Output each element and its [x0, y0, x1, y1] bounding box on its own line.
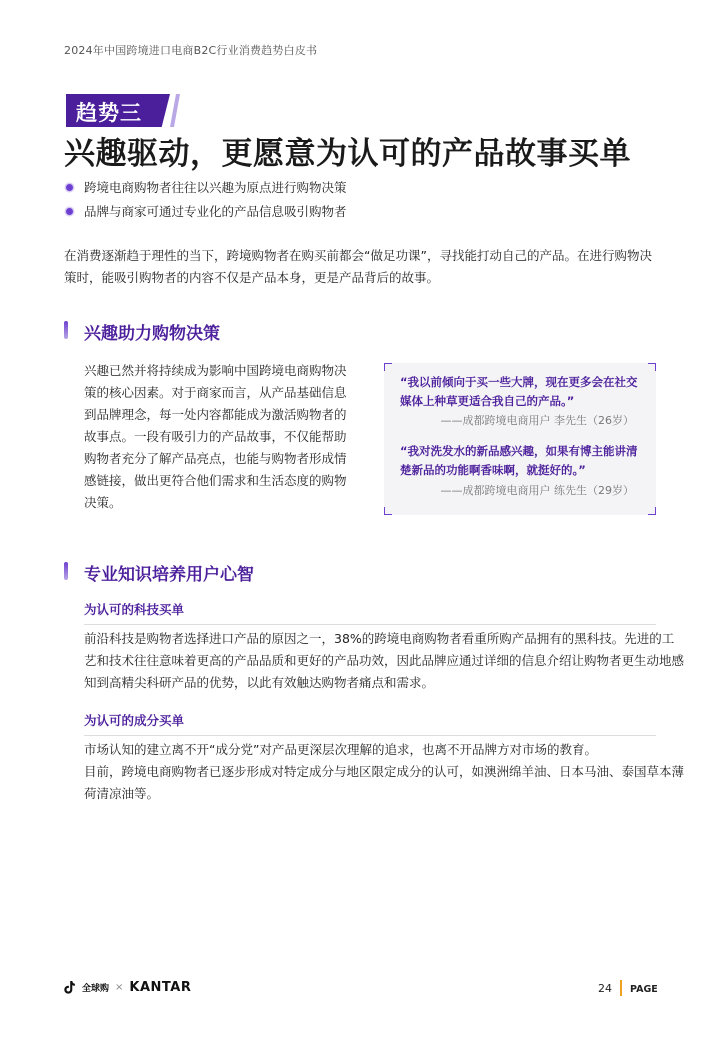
section-body-text: 兴趣已然并将持续成为影响中国跨境电商购物决策的核心因素。对于商家而言，从产品基础信息到品牌理念，每一处内容都能成为激活购物者的故事点。一段有吸引力的产品故事，不仅能帮助购物者充分了解产品亮点，也能与购物者形成情感链接，做出更符合他们需求和生活态度的购物决策。: [84, 363, 347, 510]
page-label: PAGE: [630, 984, 658, 995]
page-title: 兴趣驱动，更愿意为认可的产品故事买单: [64, 136, 631, 172]
key-point-text: 品牌与商家可通过专业化的产品信息吸引购物者: [84, 204, 347, 219]
ingredients-paragraph: [84, 739, 684, 805]
trend-badge: [66, 94, 172, 127]
bullet-dot-icon: [66, 184, 73, 191]
key-point-item: [66, 179, 347, 203]
subheading-technology: 为认可的科技买单: [84, 600, 656, 625]
tiktok-icon: [64, 981, 76, 995]
key-point-text: 跨境电商购物者往往以兴趣为原点进行购物决策: [84, 180, 347, 195]
quote-text: “我对洗发水的新品感兴趣，如果有博主能讲清楚新品的功能啊香味啊，就挺好的。”: [400, 444, 638, 477]
document-header-title: 2024年中国跨境进口电商B2C行业消费趋势白皮书: [64, 44, 318, 57]
quote-text: “我以前倾向于买一些大牌，现在更多会在社交媒体上种草更适合我自己的产品。”: [400, 375, 638, 408]
section-bar-icon: [64, 562, 68, 580]
trend-badge-label: 趋势三: [76, 101, 142, 125]
section-bar-icon: [64, 321, 68, 339]
page-number: 24: [598, 982, 612, 995]
subheading-ingredients: 为认可的成分买单: [84, 711, 656, 736]
intro-paragraph: 在消费逐渐趋于理性的当下，跨境购物者在购买前都会“做足功课”，寻找能打动自己的产品。在进行购物决策时，能吸引购物者的内容不仅是产品本身，更是产品背后的故事。: [64, 248, 652, 285]
page-separator: [620, 980, 622, 996]
corner-bracket-icon: [384, 507, 392, 515]
times-sign: ×: [115, 982, 124, 993]
quote-box: [384, 363, 656, 515]
key-points-list: [66, 179, 347, 227]
corner-bracket-icon: [384, 363, 392, 371]
section-heading-interest: [64, 319, 220, 344]
kantar-logo-text: KANTAR: [129, 980, 192, 995]
bullet-dot-icon: [66, 208, 73, 215]
footer-logos: [64, 980, 191, 995]
section-heading-text: 专业知识培养用户心智: [84, 565, 254, 585]
corner-bracket-icon: [648, 363, 656, 371]
section-heading-expertise: [64, 560, 254, 585]
key-point-item: [66, 203, 347, 227]
ingredients-line: 市场认知的建立离不开“成分党”对产品更深层次理解的追求，也离不开品牌方对市场的教育。: [84, 742, 597, 757]
quote-attribution: ——成都跨境电商用户 练先生（29岁）: [440, 484, 634, 497]
corner-bracket-icon: [648, 507, 656, 515]
trend-badge-slash: [170, 94, 180, 127]
ingredients-line: 目前，跨境电商购物者已逐步形成对特定成分与地区限定成分的认可，如澳洲绵羊油、日本马油、泰国草本薄荷清凉油等。: [84, 764, 685, 801]
section-heading-text: 兴趣助力购物决策: [84, 324, 220, 344]
technology-paragraph: 前沿科技是购物者选择进口产品的原因之一，38%的跨境电商购物者看重所购产品拥有的黑科技。先进的工艺和技术往往意味着更高的产品品质和更好的产品功效，因此品牌应通过详细的信息介绍让购物者更生动地感知到高精尖科研产品的优势，以此有效触达购物者痛点和需求。: [84, 631, 685, 690]
quote-attribution: ——成都跨境电商用户 李先生（26岁）: [440, 414, 634, 427]
global-buy-logo-text: 全球购: [82, 984, 110, 994]
